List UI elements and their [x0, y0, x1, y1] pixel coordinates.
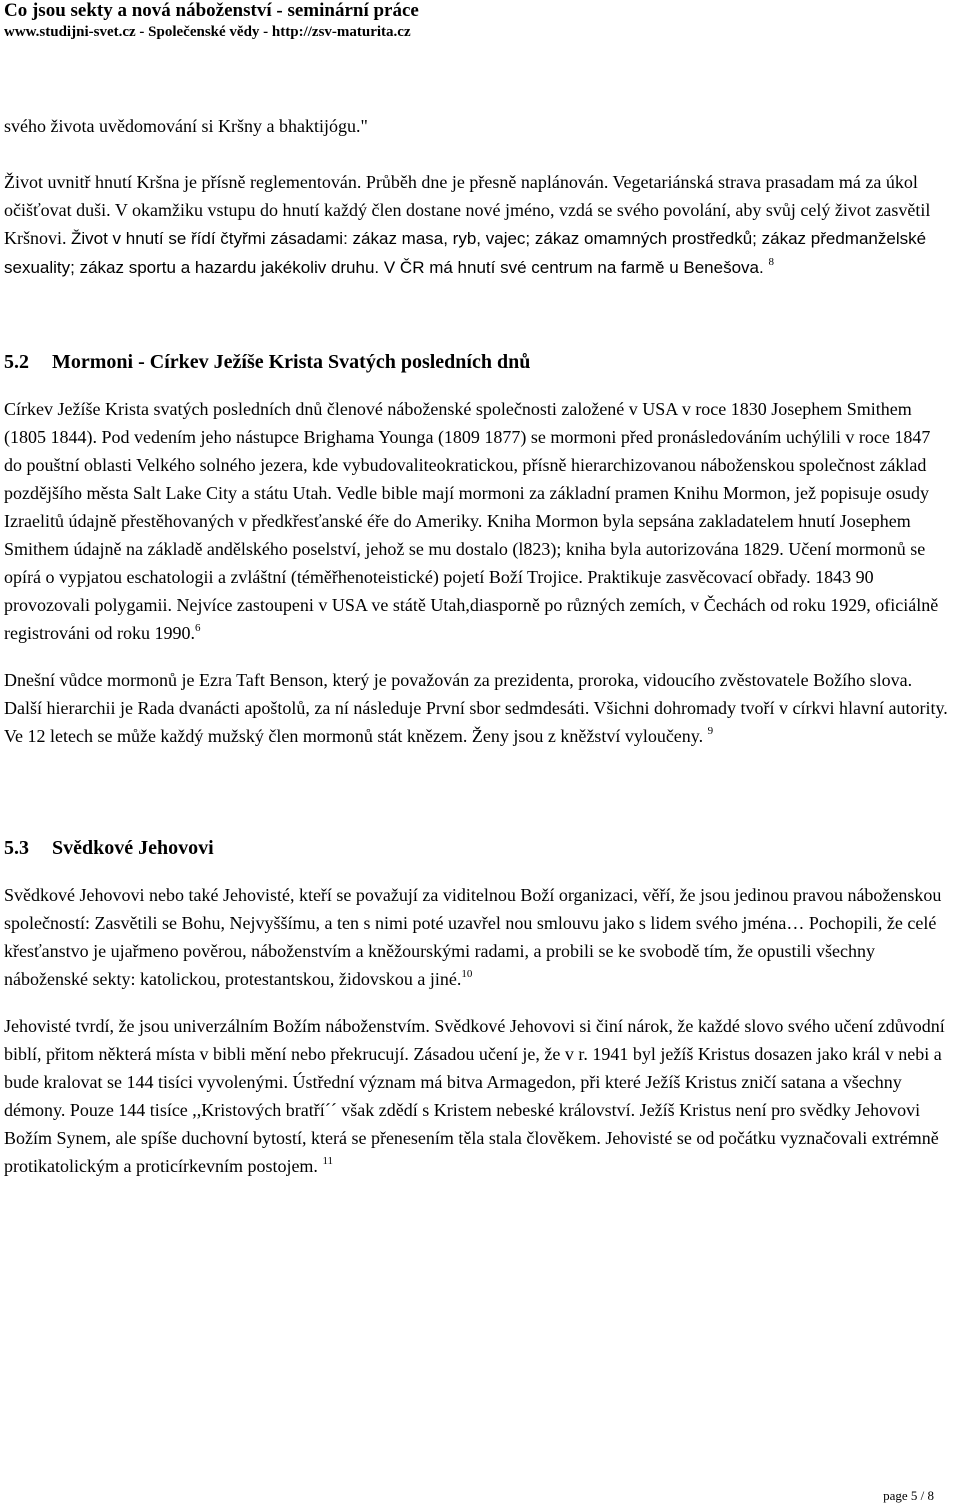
section-title: Svědkové Jehovovi: [52, 837, 214, 859]
paragraph-mormoni-history: [4, 395, 950, 647]
source-line: www.studijni-svet.cz - Společenské vědy - http://zsv-maturita.cz: [4, 24, 411, 40]
footnote-ref-8: 8: [768, 256, 774, 268]
paragraph-text: Církev Ježíše Krista svatých posledních dnů členové náboženské společnosti založené v USA v roce 1830 Josephem Smithem (1805 1844). Pod vedením jeho nástupce Brighama Younga (1809 1877) se mormoni před pronásledováním uchýlili v roce 1847 do pouštní oblasti Velkého solného jezera, kde vybudovaliteokratickou, přísně hierarchizovanou náboženskou společnost základ pozdějšího města Salt Lake City a státu Utah. Vedle bible mají mormoni za základní pramen Knihu Mormon, jež popisuje osudy Izraelitů údajně přestěhovaných v předkřesťanské éře do Ameriky. Kniha Mormon byla sepsána zakladatelem hnutí Josephem Smithem údajně na základě andělského poselství, jehož se mu dostalo (l823); kniha byla autorizována 1829. Učení mormonů se opírá o vypjatou eschatologii a zvláštní (téměřhenoteistické) pojetí Boží Trojice. Praktikuje zasvěcovací obřady. 1843 90 provozovali polygamii. Nejvíce zastoupeni v USA ve státě Utah,diasporně po různých zemích, v Čechách od roku 1929, oficiálně registrováni od roku 1990.: [4, 399, 939, 643]
footnote-ref-10: 10: [461, 968, 473, 980]
paragraph-krsna-rules: Život v hnutí se řídí čtyřmi zásadami: zákaz masa, ryb, vajec; zákaz omamných prostředků; zákaz předmanželské sexuality; zákaz sportu a hazardu jakékoliv druhu. V ČR má hnutí své centrum na farmě u Benešova.: [4, 229, 927, 277]
paragraph-krsna-life: [4, 168, 950, 282]
paragraph-svedkove-intro: [4, 881, 950, 993]
paragraph-svedkove-beliefs: [4, 1012, 950, 1180]
footnote-ref-6: 6: [194, 622, 201, 634]
section-number: 5.2: [4, 351, 29, 373]
paragraph-mormoni-leader: [4, 666, 950, 750]
paragraph-krsna-end: svého života uvědomování si Kršny a bhaktijógu.": [4, 116, 368, 136]
footnote-ref-9: 9: [707, 725, 714, 737]
paragraph-text: Dnešní vůdce mormonů je Ezra Taft Benson, který je považován za prezidenta, proroka, vidoucího zvěstovatele Božího slova. Další hierarchii je Rada dvanácti apoštolů, za ní následuje První sbor sedmdesáti. Všichni dohromady tvoří v církvi hlavní autority. Ve 12 letech se může každý mužský člen mormonů stát knězem. Ženy jsou z kněžství vyloučeny.: [4, 670, 948, 746]
paragraph-text: Svědkové Jehovovi nebo také Jehovisté, kteří se považují za viditelnou Boží organizaci, věří, že jsou jedinou pravou náboženskou společností: Zasvětili se Bohu, Nejvyššímu, a ten s nimi poté uzavřel nou smlouvu jako s lidem svého jména… Pochopili, že celé křesťanstvo je ujařmeno pověrou, náboženstvím a kněžourskými radami, a probili se ke svobodě tím, že opustili všechny náboženské sekty: katolickou, protestantskou, židovskou a jiné.: [4, 885, 942, 989]
section-heading-mormoni: [4, 348, 950, 376]
section-number: 5.3: [4, 837, 29, 859]
section-title: Mormoni - Církev Ježíše Krista Svatých posledních dnů: [52, 351, 531, 373]
paragraph-krsna-life-text: Život uvnitř hnutí Kršna je přísně reglementován. Průběh dne je přesně naplánován. Vegetariánská strava prasadam má za úkol očišťovat duši. V okamžiku vstupu do hnutí každý člen dostane nové jméno, vzdá se svého povolání, aby svůj celý život zasvětil Kršnovi.: [4, 172, 931, 248]
document-body: [4, 112, 950, 1180]
page-number: page 5 / 8: [883, 1488, 934, 1503]
document-title: Co jsou sekty a nová náboženství - seminární práce: [4, 0, 419, 21]
section-heading-svedkove: [4, 834, 950, 862]
page-header: [4, 0, 419, 42]
footnote-ref-11: 11: [322, 1155, 334, 1167]
paragraph-text: Jehovisté tvrdí, že jsou univerzálním Božím náboženstvím. Svědkové Jehovovi si činí nárok, že každé slovo svého učení zdůvodní biblí, přitom některá místa v bibli mění nebo překrucují. Zásadou učení je, že v r. 1941 byl ježíš Kristus dosazen jako král v nebi a bude kralovat se 144 tisíci vyvolenými. Ústřední význam má bitva Armagedon, při které Ježíš Kristus zničí satana a všechny démony. Pouze 144 tisíce ,,Kristových bratří´´ však zdědí s Kristem nebeské království. Ježíš Kristus není pro svědky Jehovovi Božím Synem, ale spíše duchovní bytostí, která se přenesením těla stala člověkem. Jehovisté se od počátku vyznačovali extrémně protikatolickým a proticírkevním postojem.: [4, 1016, 945, 1176]
